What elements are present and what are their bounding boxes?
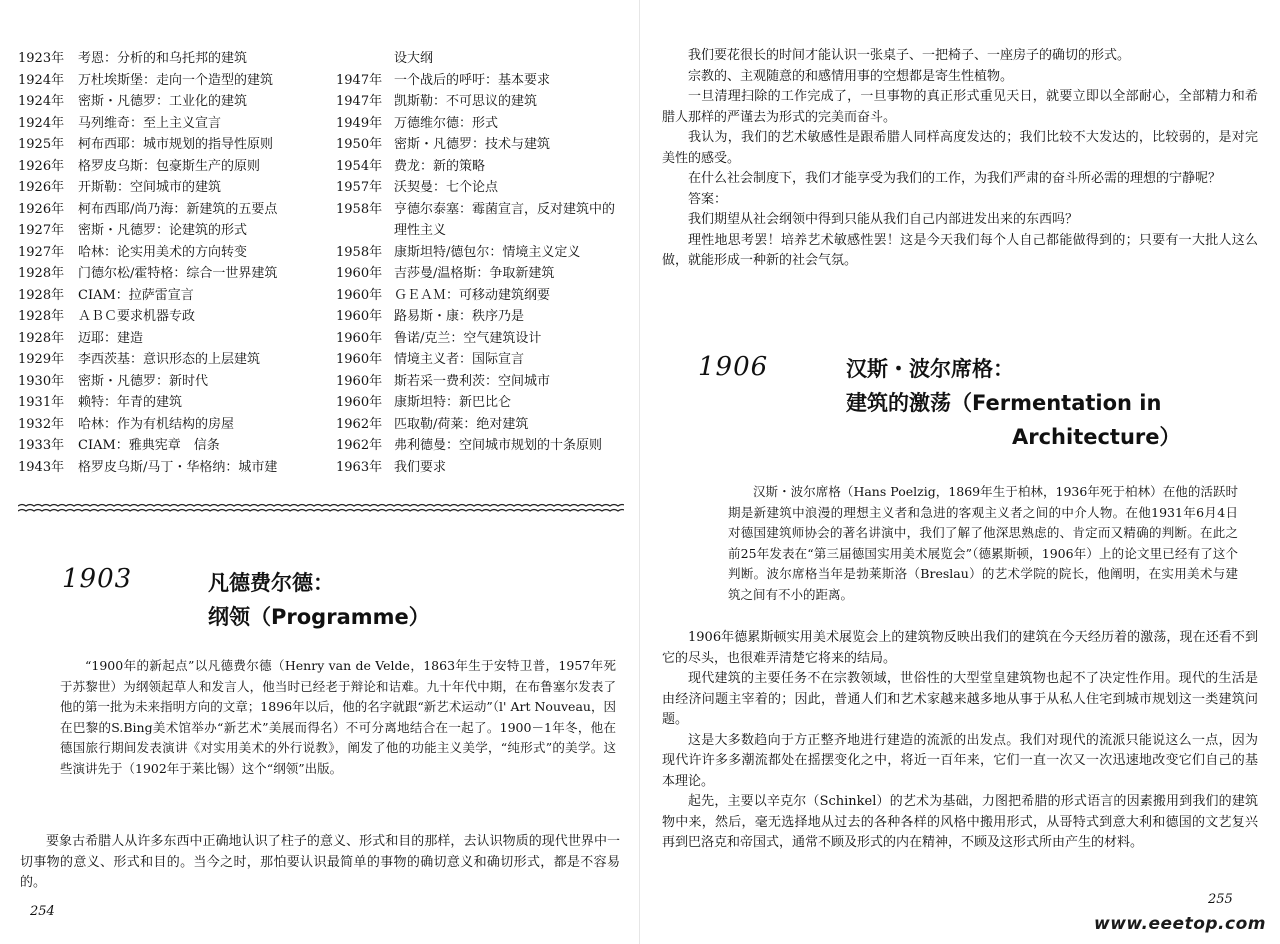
chronology-text: 费龙：新的策略 [394,158,486,174]
chronology-entry [18,242,318,264]
chronology-year: 1926年 [18,180,65,195]
paragraph: 我认为，我们的艺术敏感性是跟希腊人同样高度发达的；我们比较不大发达的，比较弱的，是对完美性的感受。 [662,130,1258,166]
paragraph: 在什么社会制度下，我们才能享受为我们的工作，为我们严肃的奋斗所必需的理想的宁静呢？ [688,171,1222,186]
chronology-year: 1926年 [18,158,65,174]
chronology-entry [336,457,626,479]
chronology-text: 匹取勒/荷莱：绝对建筑 [394,416,529,432]
paragraph: 答案： [688,191,728,207]
chronology-year: 1960年 [336,352,383,367]
paragraph: 我们要花很长的时间才能认识一张桌子、一把椅子、一座房子的确切的形式。 [688,48,1131,63]
section-title-line: 建筑的激荡（Fermentation in [846,391,1162,415]
paragraph: 现代建筑的主要任务不在宗教领域，世俗性的大型堂皇建筑物也起不了决定性作用。现代的生活是由经济问题主宰着的；因此，普通人们和艺术家越来越多地从事于从私人住宅到城市规划这一类建筑问题。 [662,671,1258,727]
chronology-entry [336,156,626,178]
chronology-entry [18,306,318,328]
chronology-entry [336,392,626,414]
paragraph: 宗教的、主观随意的和感情用事的空想都是寄生性植物。 [688,68,1014,84]
chronology-entry [18,134,318,156]
chronology-entry [336,414,626,436]
chronology-year [336,48,394,70]
chronology-year: 1958年 [336,201,383,217]
chronology-text: CIAM：雅典宪章 信条 [78,438,220,453]
chronology-text: CIAM：拉萨雷宣言 [78,287,194,303]
chronology-text: 亨德尔泰塞：霉菌宣言，反对建筑中的理性主义 [394,201,616,238]
section-intro [60,656,616,779]
chronology-year: 1960年 [336,330,383,346]
chronology-entry [18,199,318,221]
chronology-text: 设大纲 [394,51,434,66]
section-title-line: 汉斯・波尔席格： [846,357,1014,381]
paragraph: 要象古希腊人从许多东西中正确地认识了柱子的意义、形式和目的那样，去认识物质的现代世界中一切事物的意义、形式和目的。当今之时，那怕要认识最简单的事物的确切意义和确切形式，都是不容易的。 [20,834,620,890]
chronology-year: 1960年 [336,373,383,389]
chronology-entry [18,392,318,414]
chronology-entry [336,306,626,328]
chronology-year: 1960年 [336,287,383,303]
chronology-year: 1962年 [336,416,383,432]
paragraph: 一旦清理扫除的工作完成了，一旦事物的真正形式重见天日，就要立即以全部耐心，全部精力和希腊人那样的严谨去为形式的完美而奋斗。 [662,89,1258,125]
chronology-text: 柯布西耶/尚乃海：新建筑的五要点 [78,201,278,217]
paragraph: 我们期望从社会纲领中得到只能从我们自己内部进发出来的东西吗？ [688,212,1079,227]
chronology-entry [18,457,318,479]
chronology-year: 1927年 [18,244,65,260]
chronology-year: 1924年 [18,115,65,131]
chronology-text: 格罗皮乌斯/马丁・华格纳：城市建 [78,459,278,475]
chronology-text: 吉莎曼/温格斯：争取新建筑 [394,266,555,281]
chronology-text: 哈林：作为有机结构的房屋 [78,416,235,432]
section-year: 1906 [698,352,769,382]
page-number: 254 [30,904,55,919]
chronology-entry [18,285,318,307]
chronology-text: 李西茨基：意识形态的上层建筑 [78,352,261,367]
section-title-line: Architecture） [1012,425,1181,449]
chronology-year: 1925年 [18,137,65,152]
chronology-year: 1960年 [336,395,383,410]
chronology-year: 1950年 [336,137,383,152]
chronology-text: 格罗皮乌斯：包豪斯生产的原则 [78,158,261,174]
chronology-text: 密斯・凡德罗：工业化的建筑 [78,94,248,109]
chronology-entry [336,285,626,307]
chronology-text: 迈耶：建造 [78,330,144,346]
chronology-entry [18,435,318,457]
chronology-year: 1954年 [336,158,383,174]
chronology-entry [18,371,318,393]
chronology-text: 密斯・凡德罗：新时代 [78,373,209,389]
chronology-year: 1923年 [18,51,65,66]
chronology-year: 1962年 [336,438,383,453]
section-title-line: 纲领（Programme） [208,605,430,629]
chronology-entry [18,70,318,92]
chronology-text: ＡＢＣ要求机器专政 [78,309,196,324]
section-title-line: 凡德费尔德： [208,571,334,595]
paragraph: 理性地思考罢！培养艺术敏感性罢！这是今天我们每个人自己都能做得到的；只要有一大批人这么做，就能形成一种新的社会气氛。 [662,232,1258,268]
chronology-entry [336,349,626,371]
chronology-year: 1927年 [18,223,65,238]
paragraph: 这是大多数趋向于方正整齐地进行建造的流派的出发点。我们对现代的流派只能说这么一点，因为现代许许多多潮流都处在摇摆变化之中，将近一百年来，它们一直一次又一次迅速地改变它们自己的基本理论。 [662,732,1258,789]
paragraph: 1906年德累斯顿实用美术展览会上的建筑物反映出我们的建筑在今天经历着的激荡，现在还看不到它的尽头，也很难弄清楚它将来的结局。 [662,630,1258,666]
chronology-text: 万德维尔德：形式 [394,115,499,131]
chronology-year: 1943年 [18,459,65,475]
chronology-entry [336,48,626,70]
wavy-divider [18,502,624,514]
body-text-bottom [662,628,1258,854]
page-number: 255 [1208,892,1233,907]
chronology-entry [336,328,626,350]
chronology-list-left [18,48,318,478]
chronology-year: 1947年 [336,72,383,88]
chronology-year: 1932年 [18,416,65,432]
chronology-text: ＧＥＡＭ：可移动建筑纲要 [394,287,551,303]
chronology-text: 开斯勒：空间城市的建筑 [78,180,222,195]
chronology-text: 弗利德曼：空间城市规划的十条原则 [394,438,603,453]
chronology-text: 密斯・凡德罗：技术与建筑 [394,137,551,152]
chronology-year: 1947年 [336,94,383,109]
chronology-text: 凯斯勒：不可思议的建筑 [394,94,538,109]
chronology-text: 马列维奇：至上主义宣言 [78,115,222,131]
body-text-top [662,46,1258,272]
chronology-text: 康斯坦特：新巴比仑 [394,395,512,410]
chronology-text: 万杜埃斯堡：走向一个造型的建筑 [78,72,274,88]
site-watermark: www.eeetop.com [1094,914,1266,934]
chronology-text: 柯布西耶：城市规划的指导性原则 [78,137,274,152]
body-text [20,832,620,894]
chronology-year: 1928年 [18,309,65,324]
chronology-year: 1949年 [336,115,383,131]
chronology-text: 一个战后的呼吁：基本要求 [394,72,551,88]
section-title [846,352,1206,454]
chronology-text: 密斯・凡德罗：论建筑的形式 [78,223,248,238]
paragraph: “1900年的新起点”以凡德费尔德（Henry van de Velde，1863年生于安特卫普，1957年死于苏黎世）为纲领起草人和发言人，他当时已经老于辩论和诘难。九十年代中期，在布鲁塞尔发表了他的第一批为未来指明方向的文章；1896年以后，他的名字就跟“新艺术运动”（l' Art Nouveau，因在巴黎的S.Bing美术馆举办“新艺术”美展而得名）不可分离地结合在一起了。1900－1年冬，他在德国旅行期间发表演讲《对实用美术的外行说教》，阐发了他的功能主义美学，“纯形式”的美学。这些演讲先于（1902年于莱比锡）这个“纲领”出版。 [60,658,616,776]
chronology-entry [336,199,626,242]
chronology-year: 1960年 [336,309,383,324]
chronology-year: 1957年 [336,180,383,195]
chronology-text: 斯若采一费利茨：空间城市 [394,373,551,389]
chronology-entry [336,263,626,285]
chronology-year: 1924年 [18,72,65,88]
chronology-entry [18,414,318,436]
chronology-text: 情境主义者：国际宣言 [394,352,525,367]
chronology-text: 哈林：论实用美术的方向转变 [78,244,248,260]
paragraph: 汉斯・波尔席格（Hans Poelzig，1869年生于柏林，1936年死于柏林）在他的活跃时期是新建筑中浪漫的理想主义者和急进的客观主义者之间的中介人物。在他1931年6月4日对德国建筑师协会的著名讲演中，我们了解了他深思熟虑的、肯定而又精确的判断。在此之前25年发表在“第三届德国实用美术展览会”（德累斯顿，1906年）上的论文里已经有了这个判断。波尔席格当年是勃莱斯洛（Breslau）的艺术学院的院长，他阐明，在实用美术与建筑之间有不小的距离。 [728,484,1238,602]
chronology-text: 门德尔松/霍特格：综合一世界建筑 [78,266,278,281]
chronology-entry [336,91,626,113]
chronology-text: 康斯坦特/德包尔：情境主义定义 [394,244,581,260]
chronology-text: 我们要求 [394,459,447,475]
chronology-entry [18,328,318,350]
chronology-entry [18,349,318,371]
section-title [208,566,430,634]
chronology-entry [336,371,626,393]
chronology-year: 1963年 [336,459,383,475]
chronology-year: 1926年 [18,201,65,217]
right-page [640,0,1280,944]
chronology-year: 1933年 [18,438,65,453]
chronology-text: 路易斯・康：秩序乃是 [394,309,525,324]
chronology-entry [336,113,626,135]
chronology-year: 1960年 [336,266,383,281]
chronology-entry [336,134,626,156]
chronology-entry [336,242,626,264]
chronology-entry [18,263,318,285]
paragraph: 起先，主要以辛克尔（Schinkel）的艺术为基础，力图把希腊的形式语言的因素搬用到我们的建筑物中来，然后，毫无选择地从过去的各种各样的风格中搬用形式，从哥特式到意大利和德国的文艺复兴再到巴洛克和帝国式，通常不顾及形式的内在精神，不顾及这形式所由产生的材料。 [662,794,1258,850]
chronology-year: 1930年 [18,373,65,389]
chronology-year: 1924年 [18,94,65,109]
section-intro [728,482,1238,605]
chronology-year: 1928年 [18,266,65,281]
chronology-entry [18,220,318,242]
chronology-year: 1928年 [18,287,65,303]
chronology-year: 1928年 [18,330,65,346]
chronology-list-right [336,48,626,478]
chronology-entry [336,435,626,457]
chronology-text: 沃契曼：七个论点 [394,180,499,195]
chronology-entry [336,177,626,199]
chronology-year: 1958年 [336,244,383,260]
chronology-text: 考恩：分析的和乌托邦的建筑 [78,51,248,66]
chronology-entry [18,177,318,199]
chronology-year: 1929年 [18,352,65,367]
chronology-entry [336,70,626,92]
chronology-entry [18,156,318,178]
chronology-text: 赖特：年青的建筑 [78,395,183,410]
chronology-entry [18,113,318,135]
chronology-entry [18,48,318,70]
chronology-year: 1931年 [18,395,65,410]
chronology-text: 鲁诺/克兰：空气建筑设计 [394,330,542,346]
chronology-entry [18,91,318,113]
section-year: 1903 [62,564,133,594]
